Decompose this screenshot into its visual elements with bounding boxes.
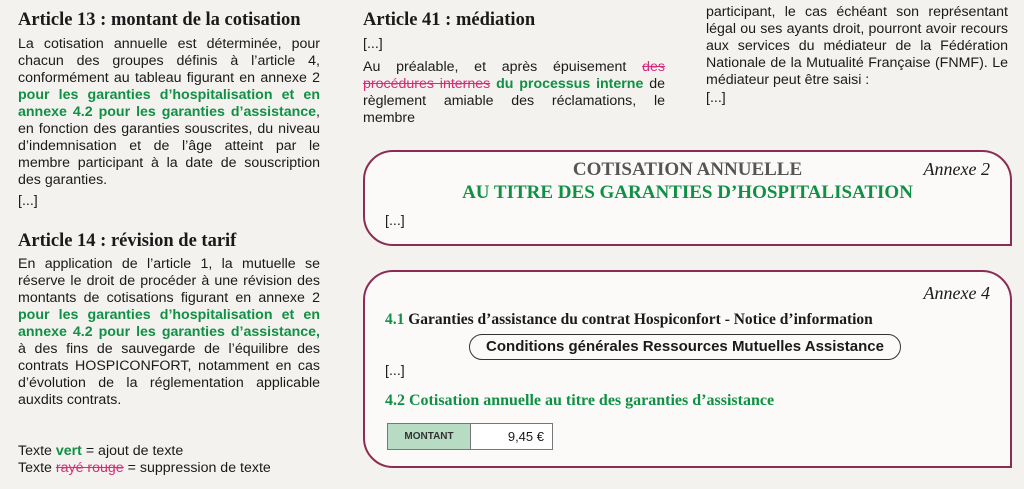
annexe-2-title-line1: COTISATION ANNUELLE	[572, 159, 803, 180]
annexe-4-label: Annexe 4	[923, 283, 990, 303]
legend-removed	[18, 460, 320, 477]
article-41-ellipsis: [...]	[363, 36, 383, 52]
annexe-4-1-heading	[385, 311, 873, 329]
legend-added-prefix: Texte	[18, 443, 56, 459]
article-14-text-end: à des fins de sauvegarde de l’équilibre des contrats HOSPICONFORT, notamment en cas d’évolution de la réglementation applicable auxdits contrats.	[18, 341, 320, 408]
article-14-text-start: En application de l’article 1, la mutuelle se réserve le droit de procéder à une révision des montants de cotisations figurant en annexe 2	[18, 256, 320, 306]
column-left	[18, 0, 320, 477]
article-14-added-text: pour les garanties d’hospitalisation et en annexe 4.2 pour les garanties d’assistance,	[18, 307, 320, 340]
conditions-generales-pill: Conditions générales Ressources Mutuelles Assistance	[469, 334, 901, 360]
article-41-text-end: de règlement amiable des réclamations, le membre	[363, 76, 665, 126]
legend	[18, 443, 320, 477]
legend-removed-sample: rayé rouge	[55, 460, 124, 476]
annexe-4-1-title: Garanties d’assistance du contrat Hospiconfort - Notice d’information	[404, 311, 873, 328]
article-13-title: Article 13 : montant de la cotisation	[18, 10, 301, 30]
montant-label: MONTANT	[388, 424, 471, 449]
article-13-ellipsis: [...]	[18, 193, 38, 209]
montant-table	[387, 423, 553, 450]
legend-removed-desc: = suppression de texte	[123, 460, 271, 476]
article-41-added-text: du processus interne	[490, 76, 644, 92]
annexe-2-label: Annexe 2	[923, 159, 990, 179]
legend-removed-prefix: Texte	[18, 460, 56, 476]
article-41-removed-text: des procédures internes	[363, 59, 665, 92]
column-middle	[363, 0, 665, 127]
montant-value: 9,45 €	[507, 429, 544, 444]
article-13-text-start: La cotisation annuelle est déterminée, pour chacun des groupes définis à l’article 4, conformément au tableau figurant en annexe 2	[18, 36, 320, 86]
legend-added	[18, 443, 320, 460]
legend-added-sample: vert	[55, 443, 82, 459]
article-41-continued-text: participant, le cas échéant son représentant légal ou ses ayants droit, pourront avoir recours aux services du médiateur de la Fédération Nationale de la Mutualité Française (FNMF). Le médiateur peut être saisi :	[706, 4, 1008, 88]
annexe-4-box	[363, 270, 1012, 468]
article-41-continued-ellipsis: [...]	[706, 90, 726, 106]
article-13-text	[18, 36, 320, 189]
legend-added-desc: = ajout de texte	[81, 443, 184, 459]
article-14-text	[18, 256, 320, 409]
annexe-4-2-heading: 4.2 Cotisation annuelle au titre des garanties d’assistance	[385, 392, 775, 409]
article-13-text-end: , en fonction des garanties souscrites, du niveau d’indemnisation et de l’âge atteint par le membre participant à la date de souscription des garanties.	[18, 104, 320, 188]
annexe-2-ellipsis: [...]	[385, 213, 405, 229]
article-14-title: Article 14 : révision de tarif	[18, 231, 237, 251]
article-41-text-start: Au préalable, et après épuisement	[363, 59, 643, 75]
article-41-text	[363, 59, 665, 127]
annexe-2-title-line2: AU TITRE DES GARANTIES D’HOSPITALISATION	[462, 182, 913, 203]
column-right	[706, 4, 1008, 107]
annexe-2-box	[363, 150, 1012, 246]
article-13-added-text: pour les garanties d’hospitalisation et en annexe 4.2 pour les garanties d’assistance	[18, 87, 320, 120]
article-41-title: Article 41 : médiation	[363, 10, 536, 30]
annexe-4-ellipsis: [...]	[385, 363, 405, 379]
annexe-4-1-number: 4.1	[385, 311, 405, 328]
